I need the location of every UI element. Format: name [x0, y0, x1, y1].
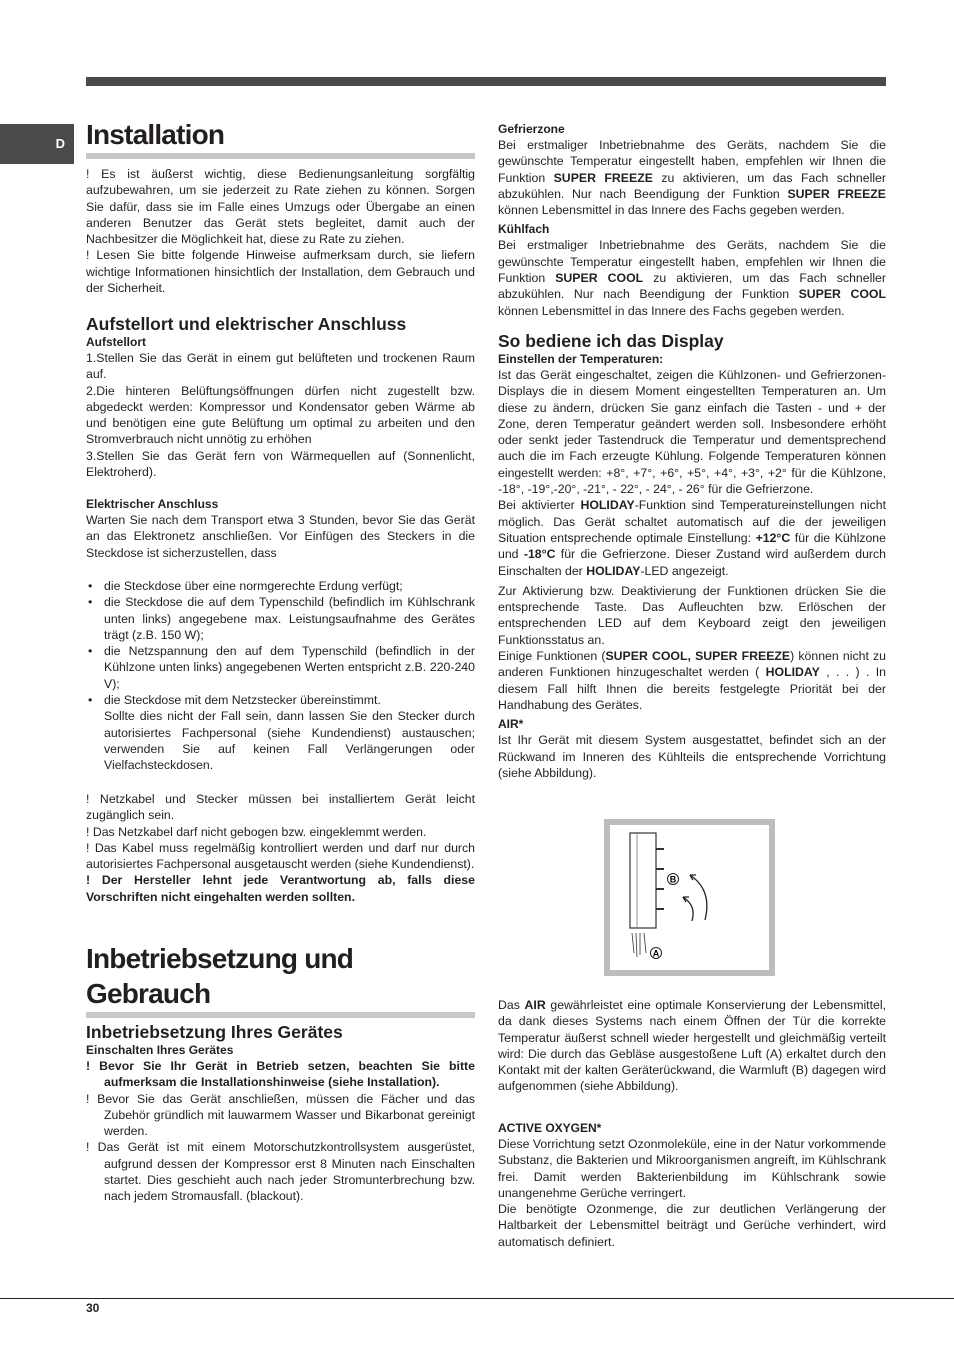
language-tab: [0, 124, 74, 164]
note-3: ! Das Gerät ist mit einem Motorschutzkontrollsystem ausgerüstet, aufgrund dessen der Kompressor erst 8 Minuten nach Einschalten startet. Dies geschieht auch nach jeder Stromunterbrechung bzw. nach jedem Stromausfall. (blackout).: [86, 1140, 475, 1204]
list-item: • die Netzspannung den auf dem Typenschild (befindlich in der Kühlzone unten links) angegebenen Werten entspricht z.B. 220-240 V);: [86, 643, 475, 692]
installation-heading: [86, 118, 475, 159]
requirements-list: [86, 578, 475, 774]
inbetrieb-title-line-2: Gebrauch: [86, 978, 211, 1009]
warning-1: ! Netzkabel und Stecker müssen bei installiertem Gerät leicht zugänglich sein.: [86, 792, 475, 823]
note-1: ! Bevor Sie Ihr Gerät in Betrieb setzen, beachten Sie bitte aufmerksam die Installationshinweise (siehe Installation).: [86, 1059, 475, 1090]
section-title-aufstellort-anschluss: Aufstellort und elektrischer Anschluss: [86, 314, 407, 334]
figure-label-a: A: [652, 948, 660, 959]
display-section: [498, 331, 886, 781]
air-description: [498, 997, 886, 1095]
heading-rule: [86, 1012, 475, 1018]
aufstellort-item-2: 2.Die hinteren Belüftungsöffnungen dürfen nicht zugestellt bzw. abgedeckt werden: Kompressor und Kondensator geben Wärme ab und benötigen eine gute Belüftung um optimal zu arbeiten und den Stromverbrauch nicht unnötig zu erhöhen: [86, 383, 475, 447]
temperature-paragraph: Ist das Gerät eingeschaltet, zeigen die Kühlzonen- und Gefrierzonen-Displays die in diesem Moment eingestellten Temperaturen an. Um diese zu ändern, drücken Sie ganz einfach die Tasten - und + der Zone, deren Temperatur geändert werden soll. Insbesondere erhöht oder senkt jeder Tastendruck die Temperatur und dementsprechend auch die im Fach erzeugte Kühlung. Folgende Temperaturen können eingestellt werden: +8°, +7°, +6°, +5°, +4°, +3°, +2° für die Kühlzone, -18°, -19°,-20°, -21°, - 22°, - 24°, - 26° für die Gefrierzone.: [498, 368, 886, 497]
subheading-einschalten: Einschalten Ihres Gerätes: [86, 1043, 234, 1057]
elektro-paragraph: Warten Sie nach dem Transport etwa 3 Stunden, bevor Sie das Gerät an das Elektronetz anschließen. Vor Einfügen des Steckers in die Steckdose ist sicherzustellen, dass: [86, 513, 475, 560]
list-item: • die Steckdose die auf dem Typenschild (befindlich im Kühlschrank unten links) angegebene max. Leistungsaufnahme des Gerätes trägt (z.B. 150 W);: [86, 594, 475, 643]
figure-label-b: B: [669, 874, 677, 885]
subheading-gefrierzone: Gefrierzone: [498, 122, 565, 136]
subheading-kuehlfach: Kühlfach: [498, 222, 550, 237]
subheading-aufstellort: Aufstellort: [86, 335, 146, 349]
active-oxygen-section: [498, 1120, 886, 1250]
air-description-paragraph: Das AIR gewährleistet eine optimale Konservierung der Lebensmittel, da dank dieses Systems nach einem Öffnen der Tür die korrekte Temperatur äußerst schnell wieder hergestellt und gleichmäßig verteilt wird: Die durch das Gebläse ausgestoßene Luft (A) erkaltet durch den Kontakt mit der kalten Geräterückwand, die Warmluft (B) dagegen wird aufgenommen (siehe Abbildung).: [498, 998, 886, 1094]
inbetrieb-title-line-1: Inbetriebsetzung und: [86, 943, 354, 974]
note-2: ! Bevor Sie das Gerät anschließen, müssen die Fächer und das Zubehör gründlich mit lauwarmem Wasser und Bikarbonat gereinigt werden.: [86, 1091, 475, 1139]
language-tab-label: D: [55, 136, 65, 151]
warning-3: ! Das Kabel muss regelmäßig kontrolliert werden und darf nur durch autorisiertes Fachpersonal ausgetauscht werden (siehe Kundendienst).: [86, 840, 475, 872]
page-number: 30: [86, 1301, 100, 1315]
subheading-elektrischer-anschluss: Elektrischer Anschluss: [86, 497, 219, 511]
list-item: • die Steckdose mit dem Netzstecker übereinstimmt.: [86, 692, 475, 708]
oxygen-paragraph-2: Die benötigte Ozonmenge, die zur deutlichen Verlängerung der Haltbarkeit der Lebensmittel beiträgt und Gerüche verhindert, wird automatisch definiert.: [498, 1202, 886, 1249]
inbetrieb-heading: [86, 942, 475, 1018]
warnings: [86, 791, 475, 905]
footer-rule: [0, 1298, 954, 1299]
functions-paragraph: Einige Funktionen (SUPER COOL, SUPER FREEZE) können nicht zu anderen Funktionen hinzugeschaltet werden ( HOLIDAY , . . ) . In diesem Fall hilft Ihnen die bereits festgelegte Priorität bei der Handhabung des Gerätes.: [498, 649, 887, 712]
section-title-inbetriebsetzung: Inbetriebsetzung Ihres Gerätes: [86, 1022, 343, 1042]
aufstellort-item-1: 1.Stellen Sie das Gerät in einem gut belüfteten und trockenen Raum auf.: [86, 351, 475, 382]
heading-rule: [86, 153, 475, 159]
installation-intro: [86, 166, 475, 296]
subheading-air: AIR*: [498, 717, 524, 732]
air-system-figure: [604, 819, 775, 976]
intro-paragraph-1: ! Es ist äußerst wichtig, diese Bedienungsanleitung sorgfältig aufzubewahren, um sie jederzeit zu Rate ziehen zu können. Sorgen Sie dafür, dass sie im Falle eines Umzugs oder Übergabe an einen anderen Benutzer das Gerät stets begleitet, damit auch der Nachbesitzer die Möglichkeit hat, diese zu Rate zu ziehen.: [86, 167, 475, 247]
list-item: • die Steckdose über eine normgerechte Erdung verfügt;: [86, 578, 475, 594]
installation-title: Installation: [86, 119, 225, 150]
aufstellort-item-3: 3.Stellen Sie das Gerät fern von Wärmequellen auf (Sonnenlicht, Elektroherd).: [86, 448, 475, 480]
air-paragraph: Ist Ihr Gerät mit diesem System ausgestattet, befindet sich an der Rückwand im Inneren des Kühlteils die entsprechende Vorrichtung (siehe Abbildung).: [498, 733, 886, 780]
activation-paragraph: Zur Aktivierung bzw. Deaktivierung der Funktionen drücken Sie die entsprechende Taste. Das Aufleuchten bzw. Erlöschen der entsprechenden LED auf dem Keyboard zeigt den jeweiligen Funktionsstatus an.: [498, 583, 886, 647]
oxygen-paragraph-1: Diese Vorrichtung setzt Ozonmoleküle, eine in der Natur vorkommende Substanz, die Bakterien und Mikroorganismen angreift, im Kühlschrank frei. Damit werden Bakterienbildung im Kühlschrank sowie unangenehme Gerüche verringert.: [498, 1137, 886, 1200]
subheading-temperaturen: Einstellen der Temperaturen:: [498, 352, 664, 366]
warning-2: ! Das Netzkabel darf nicht gebogen bzw. eingeklemmt werden.: [86, 824, 427, 839]
section-title-display: So bediene ich das Display: [498, 331, 724, 351]
warning-4: ! Der Hersteller lehnt jede Verantwortung ab, falls diese Vorschriften nicht eingehalten werden sollten.: [86, 873, 475, 904]
intro-paragraph-2: ! Lesen Sie bitte folgende Hinweise aufmerksam durch, sie liefern wichtige Informationen hinsichtlich der Installation, dem Gebrauch und der Sicherheit.: [86, 248, 475, 296]
gefrierzone-section: [498, 121, 886, 319]
list-continuation: Sollte dies nicht der Fall sein, dann lassen Sie den Stecker durch autorisiertes Fachpersonal (siehe Kundendienst) austauschen; verwenden Sie auf keinen Fall Verlängerungen oder Vielfachsteckdosen.: [104, 709, 475, 773]
subheading-active-oxygen: ACTIVE OXYGEN*: [498, 1121, 602, 1135]
fridge-airflow-diagram: [610, 825, 769, 970]
elektro-section: [86, 496, 475, 561]
top-rule: [86, 77, 886, 86]
inbetrieb-section: [86, 1022, 475, 1205]
aufstellort-section: [86, 314, 475, 480]
holiday-paragraph: Bei aktivierter HOLIDAY-Funktion sind Temperatureinstellungen nicht möglich. Das Gerät schaltet automatisch auf die der jeweiligen Situation entsprechende optimale Einstellung: +12°C für die Kühlzone und -18°C für die Gefrierzone. Dieser Zustand wird außerdem durch Einschalten der HOLIDAY-LED angezeigt.: [498, 498, 886, 578]
gefrierzone-paragraph: Bei erstmaliger Inbetriebnahme des Geräts, nachdem Sie die gewünschte Temperatur eingestellt haben, empfehlen wir Ihnen die Funktion SUPER FREEZE zu aktivieren, um das Fach schneller abzukühlen. Nur nach Beendigung der Funktion SUPER FREEZE können Lebensmittel in das Innere des Fachs gegeben werden.: [498, 138, 886, 218]
kuehlfach-paragraph: Bei erstmaliger Inbetriebnahme des Geräts, nachdem Sie die gewünschte Temperatur eingestellt haben, empfehlen wir Ihnen die Funktion SUPER COOL zu aktivieren, um das Fach schneller abzukühlen. Nur nach Beendigung der Funktion SUPER COOL können Lebensmittel in das Innere des Fachs gegeben werden.: [498, 238, 886, 318]
